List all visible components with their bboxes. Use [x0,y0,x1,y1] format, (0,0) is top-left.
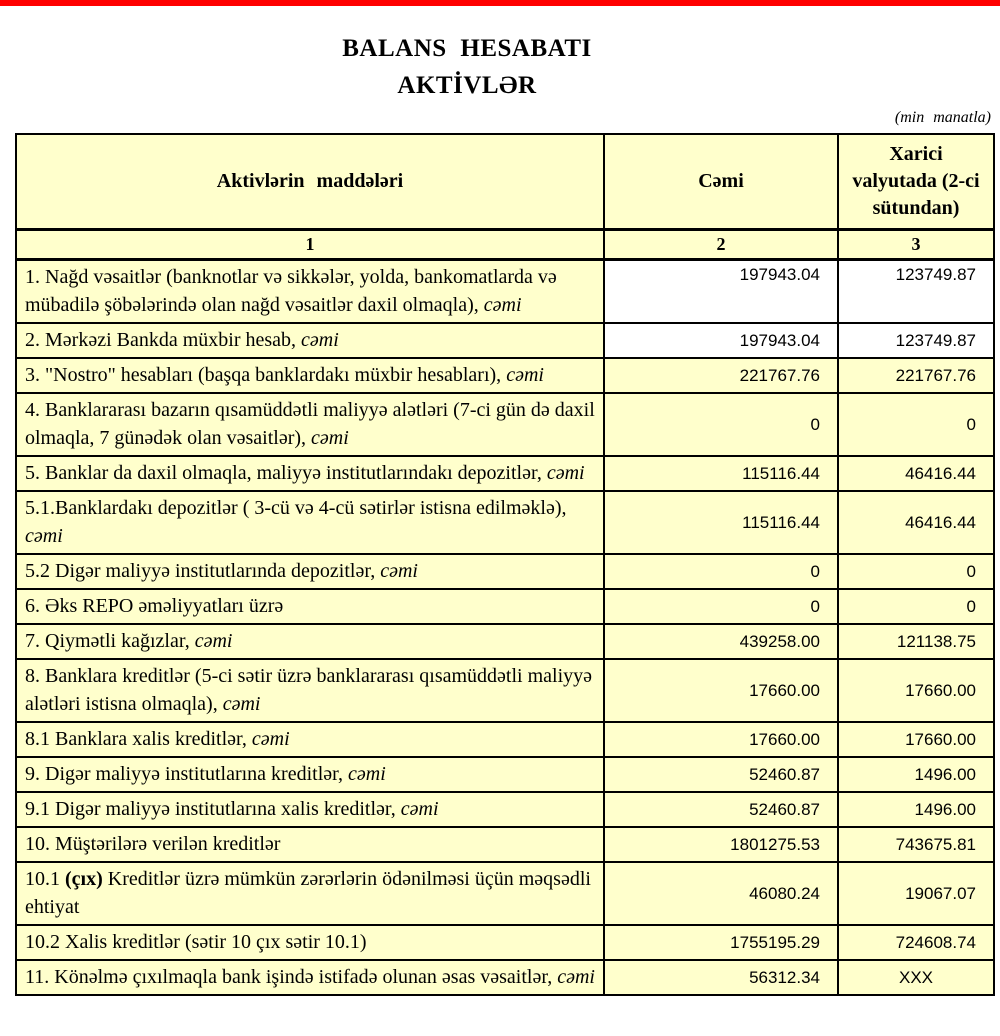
cell-cemi: 0 [604,554,838,589]
cell-xarici: 0 [838,589,994,624]
row-label-pre: 6. Əks REPO əməliyyatları üzrə [25,595,284,617]
cell-cemi: 52460.87 [604,792,838,827]
row-label-cell [16,589,604,624]
cell-cemi: 56312.34 [604,960,838,995]
balance-table [15,133,995,996]
cell-cemi: 115116.44 [604,456,838,491]
row-label-italic: cəmi [251,728,290,750]
row-label-cell [16,491,604,554]
row-label-pre: 1. Nağd vəsaitlər (banknotlar və sikkələr, yolda, bankomatlarda və mübadilə şöbələrində olan nağd vəsaitlər daxil olmaqla), [25,266,557,316]
row-label-cell [16,358,604,393]
row-label-cell [16,659,604,722]
table-row [16,659,994,722]
table-row [16,757,994,792]
row-label-pre: 8. Banklara kreditlər (5-ci sətir üzrə banklararası qısamüddətli maliyyə alətləri istisna olmaqla), [25,665,593,715]
row-label-italic: cəmi [25,525,63,547]
row-label-cell [16,792,604,827]
cell-cemi: 1755195.29 [604,925,838,960]
row-label-italic: cəmi [506,364,544,386]
cell-cemi: 115116.44 [604,491,838,554]
table-row [16,827,994,862]
column-number-2: 2 [604,230,838,260]
cell-cemi: 52460.87 [604,757,838,792]
cell-xarici: 221767.76 [838,358,994,393]
row-label-pre: 4. Banklararası bazarın qısamüddətli maliyyə alətləri (7-ci gün də daxil olmaqla, 7 günədək olan vəsaitlər), [25,399,595,449]
row-label-cell [16,260,604,324]
cell-xarici: 724608.74 [838,925,994,960]
cell-cemi: 439258.00 [604,624,838,659]
cell-xarici: 121138.75 [838,624,994,659]
header-row [16,134,994,230]
header-col-foreign: Xarici valyutada (2-ci sütundan) [838,134,994,230]
row-label-cell [16,757,604,792]
row-label-pre: 5.1.Banklardakı depozitlər ( 3-cü və 4-cü sətirlər istisna edilməklə), [25,497,567,519]
table-row [16,960,994,995]
header-col-total: Cəmi [604,134,838,230]
row-label-cell [16,862,604,925]
row-label-italic: cəmi [348,763,386,785]
row-label-italic: cəmi [546,462,585,484]
table-row [16,491,994,554]
cell-xarici: 123749.87 [838,323,994,358]
table-row [16,456,994,491]
row-label-italic: cəmi [194,630,233,652]
cell-cemi: 221767.76 [604,358,838,393]
table-row [16,792,994,827]
row-label-cell [16,554,604,589]
row-label-pre: 10.2 Xalis kreditlər (sətir 10 çıx sətir 10.1) [25,931,367,953]
row-label-cell [16,827,604,862]
row-label-pre: 3. "Nostro" hesabları (başqa banklardakı müxbir hesabları), [25,364,507,386]
cell-xarici: 46416.44 [838,491,994,554]
table-row [16,589,994,624]
column-number-1: 1 [16,230,604,260]
table-head [16,134,994,260]
row-label-pre: 11. Könəlmə çıxılmaqla bank işində istifadə olunan əsas vəsaitlər, [25,966,558,988]
row-label-italic: cəmi [483,294,522,316]
row-label-italic: cəmi [400,798,439,820]
row-label-cell [16,323,604,358]
cell-xarici: 123749.87 [838,260,994,324]
cell-cemi: 17660.00 [604,659,838,722]
cell-cemi: 46080.24 [604,862,838,925]
row-label-italic: cəmi [222,693,261,715]
row-label-cell [16,960,604,995]
row-label-pre: 9.1 Digər maliyyə institutlarına xalis kreditlər, [25,798,401,820]
row-label-pre: 7. Qiymətli kağızlar, [25,630,195,652]
table-row [16,554,994,589]
row-label-pre: 2. Mərkəzi Bankda müxbir hesab, [25,329,302,351]
unit-note: (min manatla) [894,109,991,126]
cell-xarici: XXX [838,960,994,995]
row-label-cell [16,456,604,491]
row-label-pre: 9. Digər maliyyə institutlarına kreditlər, [25,763,348,785]
cell-xarici: 1496.00 [838,757,994,792]
row-label-pre: 5. Banklar da daxil olmaqla, maliyyə institutlarındakı depozitlər, [25,462,547,484]
cell-xarici: 1496.00 [838,792,994,827]
row-label-italic: cəmi [557,966,595,988]
row-label-cell [16,925,604,960]
table-row [16,624,994,659]
row-label-pre: 8.1 Banklara xalis kreditlər, [25,728,252,750]
table-body [16,260,994,996]
cell-cemi: 0 [604,589,838,624]
cell-xarici: 743675.81 [838,827,994,862]
row-label-pre: 5.2 Digər maliyyə institutlarında depozitlər, [25,560,381,582]
cell-cemi: 17660.00 [604,722,838,757]
cell-xarici: 0 [838,554,994,589]
report-title: BALANS HESABATI [342,35,592,62]
report-subtitle: AKTİVLƏR [397,72,537,99]
table-row [16,862,994,925]
top-red-bar [0,0,1000,6]
table-row [16,925,994,960]
table-row [16,722,994,757]
table-row [16,393,994,456]
row-label-pre: 10. Müştərilərə verilən kreditlər [25,833,281,855]
row-label-mid: Kreditlər üzrə mümkün zərərlərin ödənilməsi üçün məqsədli ehtiyat [25,868,591,918]
cell-xarici: 17660.00 [838,722,994,757]
title-block [0,30,934,104]
cell-xarici: 17660.00 [838,659,994,722]
cell-cemi: 197943.04 [604,260,838,324]
cell-cemi: 197943.04 [604,323,838,358]
row-label-bold: (çıx) [65,868,103,890]
column-numbers-row [16,230,994,260]
table-row [16,260,994,324]
row-label-pre: 10.1 [25,868,65,890]
cell-cemi: 1801275.53 [604,827,838,862]
row-label-italic: cəmi [380,560,418,582]
table-row [16,358,994,393]
row-label-cell [16,722,604,757]
row-label-cell [16,624,604,659]
row-label-cell [16,393,604,456]
row-label-italic: cəmi [311,427,349,449]
cell-xarici: 19067.07 [838,862,994,925]
cell-xarici: 46416.44 [838,456,994,491]
row-label-italic: cəmi [301,329,339,351]
cell-cemi: 0 [604,393,838,456]
header-col-items: Aktivlərin maddələri [16,134,604,230]
column-number-3: 3 [838,230,994,260]
cell-xarici: 0 [838,393,994,456]
table-row [16,323,994,358]
